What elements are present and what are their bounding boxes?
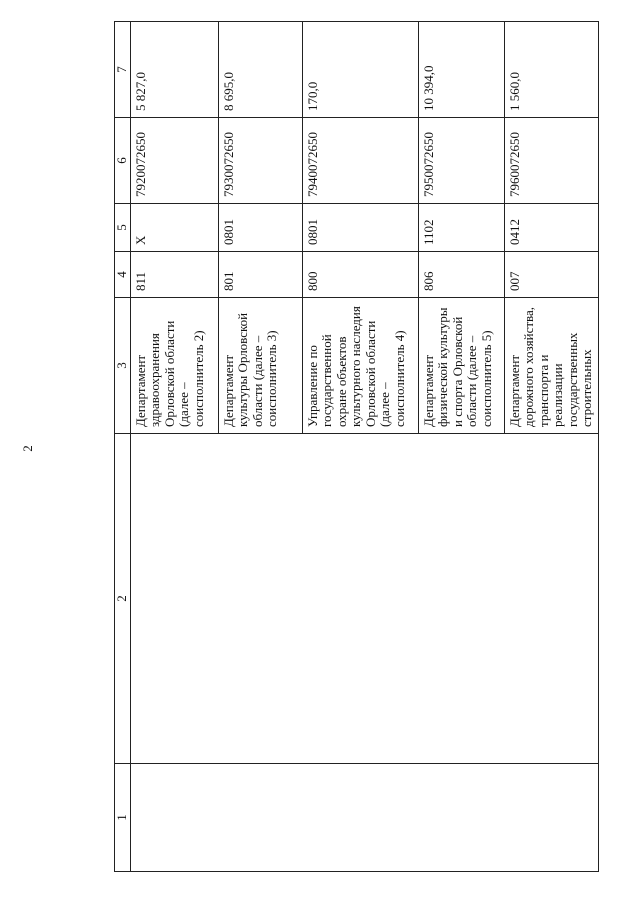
code-col-4: 800 xyxy=(302,252,418,298)
document-table-container xyxy=(114,22,594,872)
header-col-1: 1 xyxy=(115,764,131,872)
program-funding-table xyxy=(114,21,599,872)
header-col-2: 2 xyxy=(115,434,131,764)
merged-cell-col-1 xyxy=(130,764,598,872)
amount-cell: 5 827,0 xyxy=(130,22,218,118)
code-col-4: 806 xyxy=(418,252,504,298)
code-col-5: 0801 xyxy=(218,204,302,252)
amount-cell: 1 560,0 xyxy=(504,22,598,118)
rotated-table-frame xyxy=(114,22,594,872)
merged-cell-col-2 xyxy=(130,434,598,764)
header-col-4: 4 xyxy=(115,252,131,298)
code-col-6: 7950072650 xyxy=(418,118,504,204)
amount-cell: 170,0 xyxy=(302,22,418,118)
code-col-6: 7940072650 xyxy=(302,118,418,204)
page-number: 2 xyxy=(19,445,35,452)
code-col-6: 7920072650 xyxy=(130,118,218,204)
code-col-5: Х xyxy=(130,204,218,252)
code-col-5: 1102 xyxy=(418,204,504,252)
table-row xyxy=(130,22,218,872)
amount-cell: 8 695,0 xyxy=(218,22,302,118)
header-col-7: 7 xyxy=(115,22,131,118)
code-col-6: 7930072650 xyxy=(218,118,302,204)
code-col-6: 7960072650 xyxy=(504,118,598,204)
executor-name: Управление по государственной охране объектов культурного наследия Орловской области (далее – соисполнитель 4) xyxy=(302,298,418,434)
amount-cell: 10 394,0 xyxy=(418,22,504,118)
executor-name: Департамент дорожного хозяйства, транспорта и реализации государственных строительных xyxy=(504,298,598,434)
code-col-5: 0412 xyxy=(504,204,598,252)
header-col-5: 5 xyxy=(115,204,131,252)
code-col-5: 0801 xyxy=(302,204,418,252)
header-col-3: 3 xyxy=(115,298,131,434)
code-col-4: 811 xyxy=(130,252,218,298)
executor-name: Департамент культуры Орловской области (далее – соисполнитель 3) xyxy=(218,298,302,434)
code-col-4: 007 xyxy=(504,252,598,298)
executor-name: Департамент здравоохранения Орловской области (далее – соисполнитель 2) xyxy=(130,298,218,434)
executor-name: Департамент физической культуры и спорта Орловской области (далее – соисполнитель 5) xyxy=(418,298,504,434)
header-col-6: 6 xyxy=(115,118,131,204)
header-row xyxy=(115,22,131,872)
code-col-4: 801 xyxy=(218,252,302,298)
